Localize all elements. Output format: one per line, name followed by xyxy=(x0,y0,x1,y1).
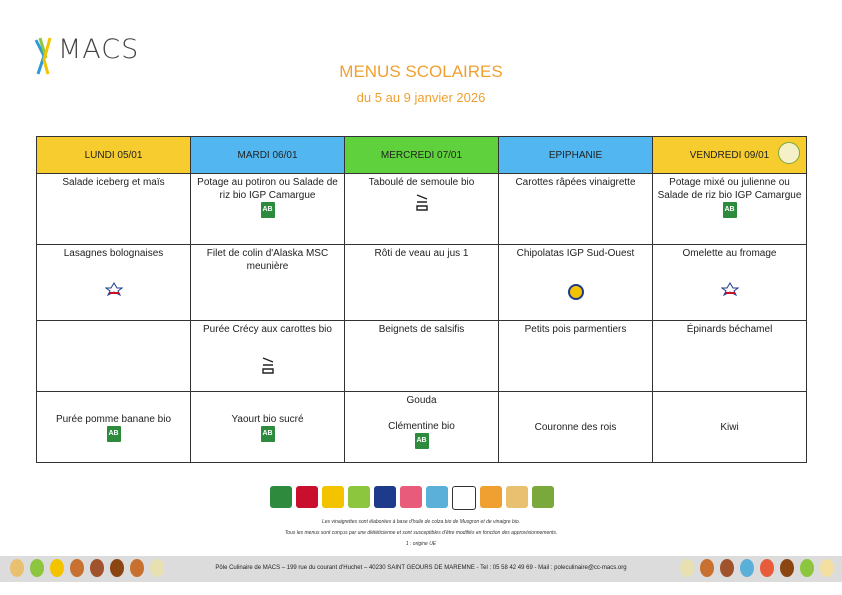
label-rouge-icon xyxy=(296,486,318,508)
igp-label-icon xyxy=(568,284,584,300)
day-header: MERCREDI 07/01 xyxy=(345,137,499,174)
page-subtitle: du 5 au 9 janvier 2026 xyxy=(356,90,486,105)
organic-ab-icon: AB xyxy=(415,433,429,449)
organic-ab-icon: AB xyxy=(261,202,275,218)
note-line: 1 : origine UE xyxy=(405,541,437,547)
menu-cell xyxy=(37,321,191,392)
note-line: Tous les menus sont conçus par une diététicienne et sont susceptibles d'être modifiés en fonction des approvisionnements. xyxy=(284,530,558,536)
handmade-chef-icon xyxy=(260,356,276,374)
handmade-chef-icon xyxy=(414,193,430,211)
menu-cell: Kiwi xyxy=(653,392,807,463)
day-header: EPIPHANIE xyxy=(499,137,653,174)
french-pork-icon xyxy=(400,486,422,508)
menu-cell: Potage mixé ou julienne ou Salade de riz bio IGP Camargue AB xyxy=(653,174,807,245)
table-row xyxy=(37,245,807,321)
vegetarian-leaf-icon xyxy=(532,486,554,508)
menu-cell: Purée Crécy aux carottes bio xyxy=(191,321,345,392)
menu-cell: Omelette au fromage xyxy=(653,245,807,321)
french-meat-icon xyxy=(105,282,123,296)
table-row xyxy=(37,321,807,392)
menu-cell: Gouda Clémentine bio AB xyxy=(345,392,499,463)
menu-cell: Purée pomme banane bio AB xyxy=(37,392,191,463)
table-header-row xyxy=(37,137,807,174)
table-row xyxy=(37,392,807,463)
menu-cell: Yaourt bio sucré AB xyxy=(191,392,345,463)
logo-text: MACS xyxy=(58,34,140,65)
vegetarian-leaf-icon xyxy=(778,142,800,164)
note-line: Les vinaigrettes sont élaborées à base d'huile de colza bio de Musgron et de vinaigre bio. xyxy=(321,519,521,525)
french-meat-icon xyxy=(374,486,396,508)
menu-cell: Chipolatas IGP Sud-Ouest xyxy=(499,245,653,321)
day-header: MARDI 06/01 xyxy=(191,137,345,174)
table-row xyxy=(37,174,807,245)
organic-ab-icon: AB xyxy=(261,426,275,442)
organic-ab-icon: AB xyxy=(107,426,121,442)
menu-cell: Filet de colin d'Alaska MSC meunière xyxy=(191,245,345,321)
day-header: VENDREDI 09/01 xyxy=(653,137,807,174)
fishery-label-icon xyxy=(426,486,448,508)
menu-cell: Petits pois parmentiers xyxy=(499,321,653,392)
organic-ab-icon xyxy=(270,486,292,508)
menu-cell: Rôti de veau au jus 1 xyxy=(345,245,499,321)
local-product-icon xyxy=(348,486,370,508)
regional-icon xyxy=(506,486,528,508)
menu-cell: Couronne des rois xyxy=(499,392,653,463)
menu-table xyxy=(36,136,807,463)
igp-label-icon xyxy=(322,486,344,508)
day-header: LUNDI 05/01 xyxy=(37,137,191,174)
menu-cell: Taboulé de semoule bio xyxy=(345,174,499,245)
page-title: MENUS SCOLAIRES xyxy=(339,62,503,81)
handmade-chef-icon xyxy=(452,486,476,510)
menu-cell: Carottes râpées vinaigrette xyxy=(499,174,653,245)
footer-text: Pôle Culinaire de MACS – 199 rue du courant d'Huchet – 40230 SAINT GEOURS DE MAREMNE - Tel : 05 58 42 49 69 - Mail : poleculinaire@cc-macs.org xyxy=(215,565,627,571)
seasonal-icon xyxy=(480,486,502,508)
label-legend xyxy=(270,486,580,508)
organic-ab-icon: AB xyxy=(723,202,737,218)
extra-item: Gouda xyxy=(406,395,437,406)
french-meat-icon xyxy=(721,282,739,296)
menu-cell: Potage au potiron ou Salade de riz bio IGP Camargue AB xyxy=(191,174,345,245)
menu-cell: Beignets de salsifis xyxy=(345,321,499,392)
menu-cell: Épinards béchamel xyxy=(653,321,807,392)
menu-cell: Lasagnes bolognaises xyxy=(37,245,191,321)
menu-cell: Salade iceberg et maïs xyxy=(37,174,191,245)
